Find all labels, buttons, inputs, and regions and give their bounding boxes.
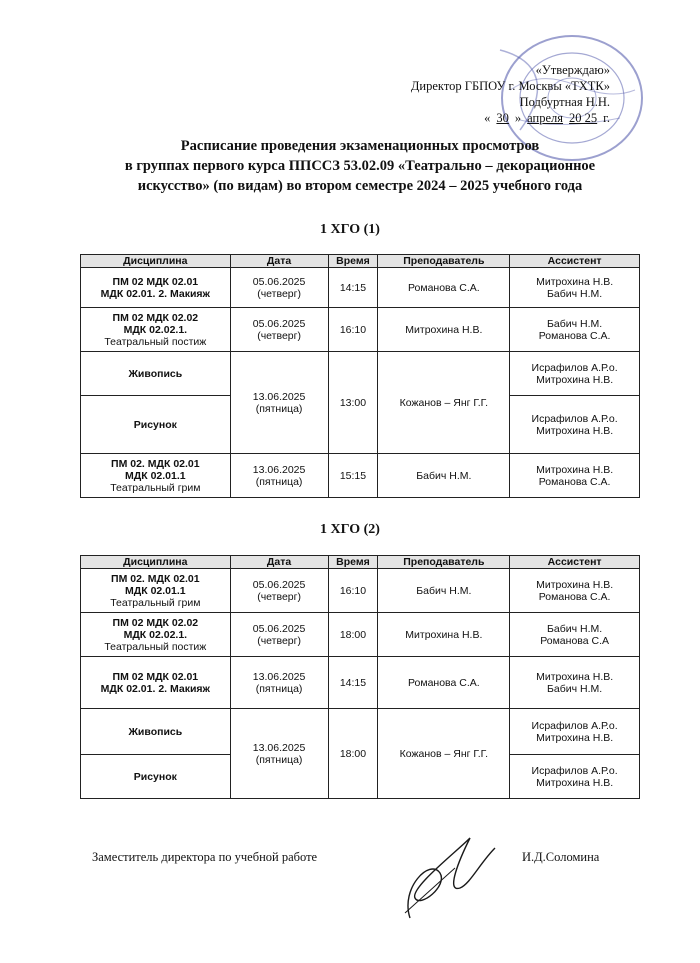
cell-time: 18:00 (328, 709, 378, 799)
cell-time: 14:15 (328, 657, 378, 709)
cell-assistant: Исрафилов А.Р.о. Митрохина Н.В. (510, 709, 640, 755)
approval-line1: «Утверждаю» (535, 63, 610, 77)
approval-line3: Подбуртная Н.Н. (519, 95, 610, 109)
cell-date: 05.06.2025 (четверг) (230, 613, 328, 657)
cell-discipline: Живопись (81, 352, 231, 396)
cell-teacher: Бабич Н.М. (378, 569, 510, 613)
header-date: Дата (230, 255, 328, 268)
cell-discipline: ПМ 02 МДК 02.02 МДК 02.02.1. Театральный постиж (81, 308, 231, 352)
approval-date (340, 110, 610, 126)
cell-discipline: ПМ 02. МДК 02.01 МДК 02.01.1 Театральный грим (81, 569, 231, 613)
approval-month: апреля (527, 111, 564, 125)
cell-assistant: Исрафилов А.Р.о. Митрохина Н.В. (510, 352, 640, 396)
header-time: Время (328, 556, 378, 569)
cell-time: 15:15 (328, 454, 378, 498)
table-row (81, 454, 640, 498)
header-assistant: Ассистент (510, 556, 640, 569)
header-date: Дата (230, 556, 328, 569)
approval-open-quote: « (484, 111, 491, 125)
cell-teacher: Бабич Н.М. (378, 454, 510, 498)
cell-assistant: Бабич Н.М. Романова С.А (510, 613, 640, 657)
cell-discipline: ПМ 02. МДК 02.01 МДК 02.01.1 Театральный грим (81, 454, 231, 498)
title-line3: искусство» (по видам) во втором семестре 2024 – 2025 учебного года (137, 178, 583, 194)
schedule-table-1 (80, 254, 640, 498)
signer-name: И.Д.Соломина (522, 850, 600, 864)
header-time: Время (328, 255, 378, 268)
cell-assistant: Митрохина Н.В. Романова С.А. (510, 454, 640, 498)
cell-assistant: Митрохина Н.В. Бабич Н.М. (510, 268, 640, 308)
header-discipline: Дисциплина (81, 255, 231, 268)
cell-date: 13.06.2025 (пятница) (230, 709, 328, 799)
table-row (81, 308, 640, 352)
header-teacher: Преподаватель (378, 255, 510, 268)
title-line2: в группах первого курса ППССЗ 53.02.09 «Театрально – декорационное (124, 158, 596, 174)
cell-teacher: Митрохина Н.В. (378, 613, 510, 657)
table-row (81, 569, 640, 613)
table-row (81, 657, 640, 709)
cell-assistant: Исрафилов А.Р.о. Митрохина Н.В. (510, 755, 640, 799)
cell-time: 13:00 (328, 352, 378, 454)
table-header-row (81, 556, 640, 569)
cell-time: 16:10 (328, 308, 378, 352)
cell-discipline: ПМ 02 МДК 02.01 МДК 02.01. 2. Макияж (81, 268, 231, 308)
cell-assistant: Митрохина Н.В. Бабич Н.М. (510, 657, 640, 709)
cell-assistant: Бабич Н.М. Романова С.А. (510, 308, 640, 352)
cell-time: 16:10 (328, 569, 378, 613)
cell-discipline: Живопись (81, 709, 231, 755)
table-row (81, 352, 640, 396)
table-row (81, 709, 640, 755)
group-title: 1 ХГО (2) (320, 522, 380, 537)
cell-discipline: ПМ 02 МДК 02.02 МДК 02.02.1. Театральный постиж (81, 613, 231, 657)
header-discipline: Дисциплина (81, 556, 231, 569)
handwritten-signature (360, 818, 500, 928)
cell-discipline: Рисунок (81, 396, 231, 454)
table-header-row (81, 255, 640, 268)
page-title (80, 136, 640, 196)
approval-suffix: г. (603, 111, 610, 125)
table-row (81, 268, 640, 308)
cell-time: 18:00 (328, 613, 378, 657)
group-title: 1 ХГО (1) (320, 222, 380, 237)
cell-teacher: Митрохина Н.В. (378, 308, 510, 352)
approval-close-quote: » (514, 111, 522, 125)
cell-discipline: Рисунок (81, 755, 231, 799)
cell-discipline: ПМ 02 МДК 02.01 МДК 02.01. 2. Макияж (81, 657, 231, 709)
header-teacher: Преподаватель (378, 556, 510, 569)
cell-teacher: Кожанов – Янг Г.Г. (378, 352, 510, 454)
cell-date: 05.06.2025 (четверг) (230, 268, 328, 308)
cell-teacher: Романова С.А. (378, 268, 510, 308)
cell-date: 05.06.2025 (четверг) (230, 569, 328, 613)
cell-date: 13.06.2025 (пятница) (230, 352, 328, 454)
cell-date: 13.06.2025 (пятница) (230, 454, 328, 498)
approval-line2: Директор ГБПОУ г. Москвы «ТХТК» (410, 79, 610, 93)
signer-position: Заместитель директора по учебной работе (92, 850, 318, 864)
approval-year: 20 25 (569, 111, 598, 125)
cell-assistant: Митрохина Н.В. Романова С.А. (510, 569, 640, 613)
schedule-table-2 (80, 555, 640, 799)
header-assistant: Ассистент (510, 255, 640, 268)
cell-date: 13.06.2025 (пятница) (230, 657, 328, 709)
cell-assistant: Исрафилов А.Р.о. Митрохина Н.В. (510, 396, 640, 454)
approval-block (340, 62, 610, 126)
approval-day: 30 (496, 111, 509, 125)
cell-date: 05.06.2025 (четверг) (230, 308, 328, 352)
title-line1: Расписание проведения экзаменационных просмотров (180, 138, 540, 154)
table-row (81, 613, 640, 657)
cell-teacher: Кожанов – Янг Г.Г. (378, 709, 510, 799)
cell-teacher: Романова С.А. (378, 657, 510, 709)
cell-time: 14:15 (328, 268, 378, 308)
